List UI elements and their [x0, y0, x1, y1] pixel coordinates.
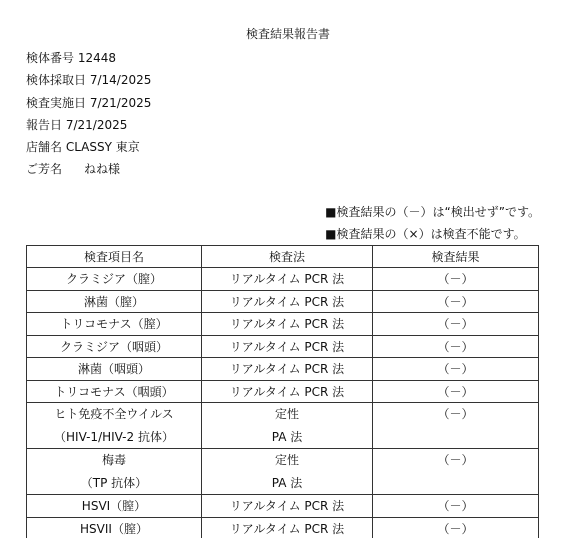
test-method-cell: リアルタイム PCR 法	[202, 290, 373, 313]
report-date-value: 7/21/2025	[65, 117, 128, 132]
test-result-cell: （－）	[373, 335, 539, 358]
test-result-cell: （－）	[373, 290, 539, 313]
test-date-label: 検査実施日	[26, 95, 87, 110]
test-item-cell: HSVI（膣）	[27, 495, 202, 518]
test-result-line: （－）	[437, 453, 474, 467]
test-method-cell	[202, 403, 373, 449]
test-result-line: （－）	[437, 407, 474, 421]
table-row	[27, 358, 539, 381]
table-row	[27, 517, 539, 538]
test-method-line: 定性	[274, 453, 299, 467]
test-method-cell: リアルタイム PCR 法	[202, 313, 373, 336]
test-result-cell: （－）	[373, 380, 539, 403]
test-result-cell	[373, 403, 539, 449]
test-result-cell: （－）	[373, 268, 539, 291]
test-item-line: （TP 抗体）	[80, 475, 148, 490]
test-method-line: PA 法	[271, 475, 303, 490]
test-method-cell: リアルタイム PCR 法	[202, 517, 373, 538]
test-item-cell: トリコモナス（膣）	[27, 313, 202, 336]
legend-invalid-note: ■検査結果の（×）は検査不能です。	[325, 227, 526, 241]
specimen-number-line	[26, 47, 151, 69]
test-method-line: 定性	[274, 407, 299, 421]
test-item-cell: 淋菌（膣）	[27, 290, 202, 313]
test-result-cell: （－）	[373, 358, 539, 381]
test-method-line: PA 法	[271, 429, 303, 444]
test-item-cell: トリコモナス（咽頭）	[27, 380, 202, 403]
test-method-cell: リアルタイム PCR 法	[202, 335, 373, 358]
table-row	[27, 449, 539, 495]
table-row	[27, 290, 539, 313]
result-legend	[325, 201, 540, 245]
test-item-cell: HSVII（膣）	[27, 517, 202, 538]
test-item-line: （HIV-1/HIV-2 抗体）	[54, 429, 174, 444]
customer-name-value: ねね様	[84, 162, 121, 177]
test-result-cell: （－）	[373, 495, 539, 518]
test-result-cell: （－）	[373, 517, 539, 538]
table-row	[27, 335, 539, 358]
header-test-item: 検査項目名	[27, 246, 202, 268]
test-item-cell: クラミジア（咽頭）	[27, 335, 202, 358]
table-header-row	[27, 246, 539, 268]
store-name-line	[26, 136, 151, 158]
test-method-cell: リアルタイム PCR 法	[202, 495, 373, 518]
report-date-line	[26, 114, 151, 136]
store-name-label: 店舗名	[26, 140, 63, 155]
test-method-cell	[202, 449, 373, 495]
table-row	[27, 495, 539, 518]
table-row	[27, 380, 539, 403]
table-row	[27, 268, 539, 291]
test-method-cell: リアルタイム PCR 法	[202, 358, 373, 381]
results-table	[26, 245, 539, 538]
specimen-number-value: 12448	[77, 51, 117, 65]
test-item-cell	[27, 403, 202, 449]
table-row	[27, 403, 539, 449]
test-date-line	[26, 92, 151, 114]
header-test-method: 検査法	[202, 246, 373, 268]
test-item-line: 梅毒	[101, 453, 126, 467]
test-item-cell: 淋菌（咽頭）	[27, 358, 202, 381]
customer-name-label: ご芳名	[26, 162, 63, 177]
collection-date-value: 7/14/2025	[89, 73, 152, 88]
test-result-cell: （－）	[373, 313, 539, 336]
collection-date-label: 検体採取日	[26, 73, 87, 88]
specimen-info	[26, 47, 151, 181]
report-date-label: 報告日	[26, 117, 63, 132]
collection-date-line	[26, 69, 151, 91]
customer-name-line	[26, 158, 151, 180]
test-method-cell: リアルタイム PCR 法	[202, 268, 373, 291]
header-test-result: 検査結果	[373, 246, 539, 268]
test-item-cell: クラミジア（膣）	[27, 268, 202, 291]
test-method-cell: リアルタイム PCR 法	[202, 380, 373, 403]
report-title: 検査結果報告書	[245, 27, 330, 41]
table-row	[27, 313, 539, 336]
test-item-line: ヒト免疫不全ウイルス	[54, 407, 174, 421]
legend-negative-note: ■検査結果の（－）は“検出せず”です。	[325, 205, 540, 219]
test-result-cell	[373, 449, 539, 495]
test-item-cell	[27, 449, 202, 495]
store-name-value: CLASSY 東京	[65, 140, 140, 155]
specimen-number-label: 検体番号	[26, 51, 75, 65]
test-date-value: 7/21/2025	[89, 95, 152, 110]
